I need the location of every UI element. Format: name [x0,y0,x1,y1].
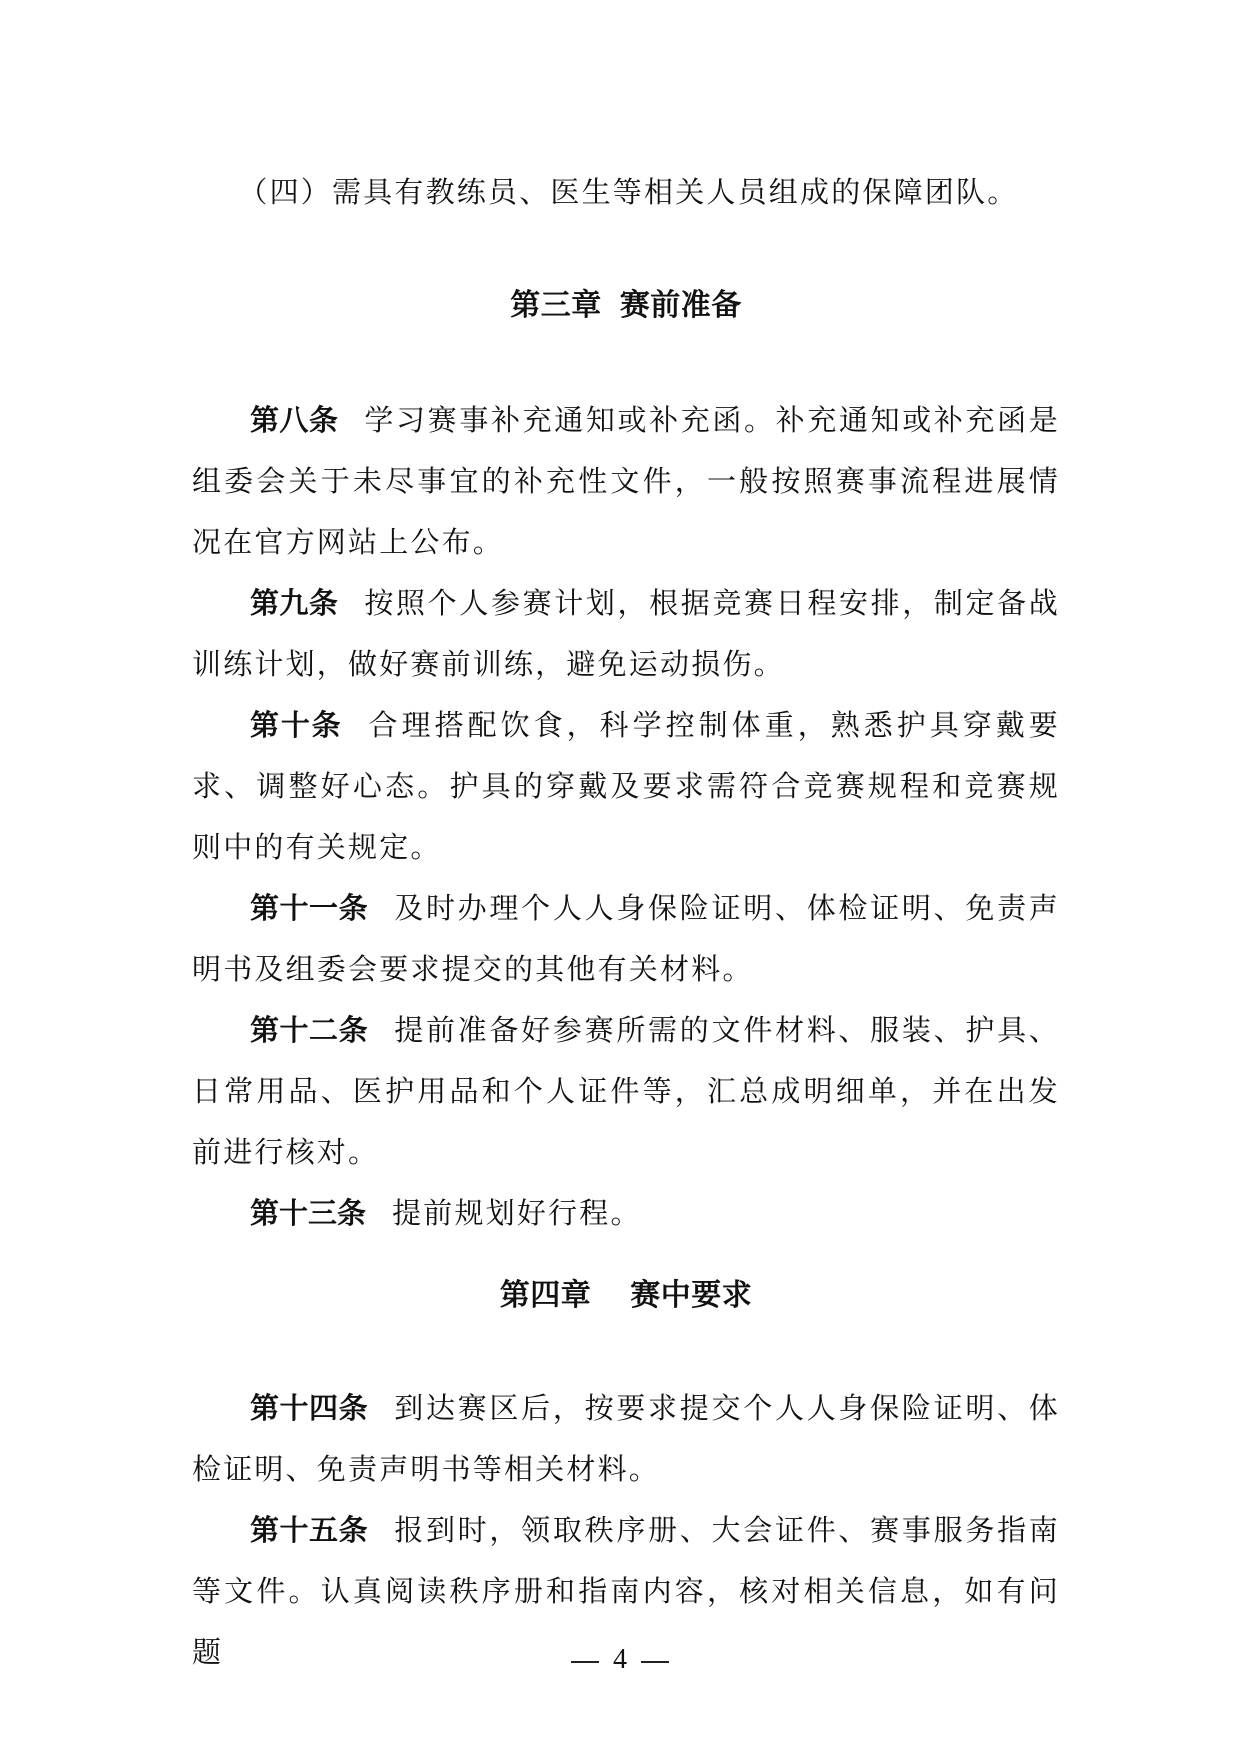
chapter-4-title: 赛中要求 [630,1278,753,1313]
article-label: 第八条 [250,403,339,437]
article-text: 提前规划好行程。 [392,1196,642,1230]
article-label: 第十一条 [250,891,369,925]
article-text: 合理搭配饮食，科学控制体重，熟悉护具穿戴要求、调整好心态。护具的穿戴及要求需符合竞赛规程和竞赛规则中的有关规定。 [192,708,1060,864]
article-label: 第十三条 [250,1196,367,1230]
article-text: 报到时，领取秩序册、大会证件、赛事服务指南等文件。认真阅读秩序册和指南内容，核对相关信息，如有问题 [192,1513,1060,1669]
chapter-4-articles [192,1378,1060,1683]
chapter-4-number: 第四章 [499,1278,592,1313]
article-14 [192,1378,1060,1500]
article-label: 第十四条 [250,1391,369,1425]
article-text: 提前准备好参赛所需的文件材料、服装、护具、日常用品、医护用品和个人证件等，汇总成明细单，并在出发前进行核对。 [192,1013,1060,1169]
article-10 [192,695,1060,878]
chapter-3-number: 第三章 [510,288,602,323]
article-9 [192,573,1060,695]
dash-right [641,1661,669,1663]
article-12 [192,1000,1060,1183]
article-8 [192,390,1060,573]
article-13 [192,1183,1060,1244]
intro-text: （四）需具有教练员、医生等相关人员组成的保障团队。 [238,175,1019,209]
chapter-3-articles [192,390,1060,1244]
article-text: 及时办理个人人身保险证明、体检证明、免责声明书及组委会要求提交的其他有关材料。 [192,891,1060,986]
article-label: 第十二条 [250,1013,369,1047]
chapter-3-heading [192,280,1060,324]
intro-paragraph [192,162,1060,223]
article-text: 到达赛区后，按要求提交个人人身保险证明、体检证明、免责声明书等相关材料。 [192,1391,1060,1486]
article-label: 第十五条 [250,1513,369,1547]
article-11 [192,878,1060,1000]
chapter-4-heading [192,1270,1060,1314]
article-text: 学习赛事补充通知或补充函。补充通知或补充函是组委会关于未尽事宜的补充性文件，一般按照赛事流程进展情况在官方网站上公布。 [192,403,1060,559]
article-label: 第十条 [250,708,343,742]
dash-left [571,1661,599,1663]
page-number: 4 [613,1644,627,1675]
page-number-footer [0,1644,1240,1676]
article-text: 按照个人参赛计划，根据竞赛日程安排，制定备战训练计划，做好赛前训练，避免运动损伤。 [192,586,1060,681]
article-label: 第九条 [250,586,339,620]
chapter-3-title: 赛前准备 [619,288,742,323]
